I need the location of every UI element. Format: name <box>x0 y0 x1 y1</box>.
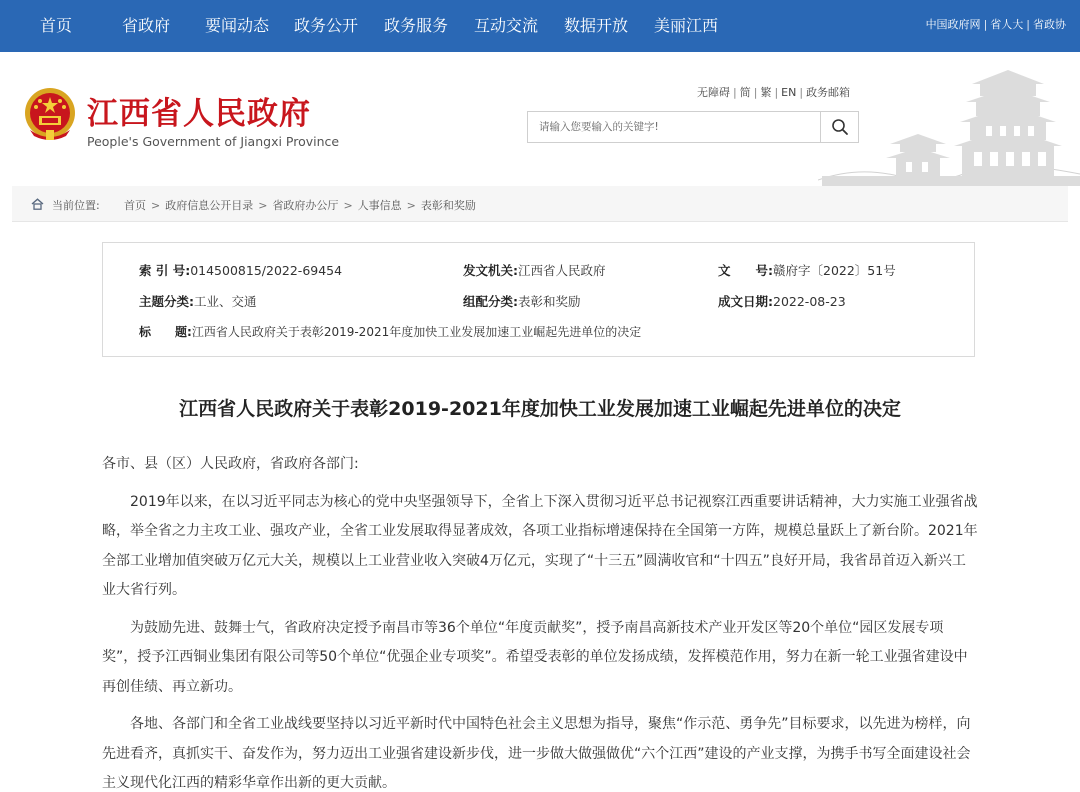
home-icon <box>31 198 44 210</box>
breadcrumb <box>12 186 1068 222</box>
nav-item-provincial-government[interactable]: 省政府 <box>122 16 171 35</box>
title-label: 标 题: <box>139 325 192 339</box>
category-label: 组配分类: <box>463 294 518 309</box>
breadcrumb-path <box>124 197 476 213</box>
date-label: 成文日期: <box>718 294 773 309</box>
top-nav-bar <box>0 0 1080 52</box>
breadcrumb-item-personnel-info[interactable]: 人事信息 <box>357 199 402 212</box>
separator: | <box>774 86 779 99</box>
link-china-gov[interactable]: 中国政府网 <box>925 18 981 31</box>
simplified-chinese-link[interactable]: 简 <box>739 86 751 99</box>
topic-label: 主题分类: <box>139 294 194 309</box>
article-paragraph: 2019年以来，在以习近平同志为核心的党中央坚强领导下，全省上下深入贯彻习近平总书记视察江西重要讲话精神，大力实施工业强省战略，举全省之力主攻工业、强攻产业，全省工业发展取得显著成效，各项工业指标增速保持在全国第一方阵，规模总量跃上了新台阶。2021年全部工业增加值突破万亿元大关，规模以上工业营业收入突破4万亿元，实现了“十三五”圆满收官和“十四五”良好开局，我省昂首迈入新兴工业大省行列。 <box>102 493 978 598</box>
index-number-label: 索 引 号: <box>139 263 191 278</box>
breadcrumb-item-home[interactable]: 首页 <box>124 199 146 212</box>
nav-item-news[interactable]: 要闻动态 <box>205 16 270 35</box>
site-header <box>0 52 1080 186</box>
article-body <box>102 450 978 792</box>
national-emblem-icon[interactable] <box>22 86 78 144</box>
document-number-row <box>718 261 896 279</box>
site-title[interactable]: 江西省人民政府 <box>87 96 311 132</box>
breadcrumb-separator: > <box>343 199 353 212</box>
english-link[interactable]: EN <box>781 86 797 99</box>
search-box <box>527 111 859 143</box>
link-provincial-congress[interactable]: 省人大 <box>990 18 1024 31</box>
issuer-value: 江西省人民政府 <box>518 263 606 278</box>
nav-item-home[interactable]: 首页 <box>40 16 73 35</box>
search-input[interactable] <box>528 112 821 142</box>
separator: | <box>753 86 758 99</box>
top-external-links <box>926 0 1066 52</box>
article-paragraph: 各地、各部门和全省工业战线要坚持以习近平新时代中国特色社会主义思想为指导，聚焦“作示范、勇争先”目标要求，以先进为榜样，向先进看齐，真抓实干、奋发作为，努力迈出工业强省建设新步伐，进一步做大做强做优“六个江西”建设的产业支撑，为携手书写全面建设社会主义现代化江西的精彩华章作出新的更大贡献。 <box>102 716 971 791</box>
index-number-row <box>139 261 342 279</box>
topic-value: 工业、交通 <box>194 294 257 309</box>
separator: | <box>733 86 737 99</box>
tengwang-pavilion-illustration <box>818 62 1080 186</box>
accessibility-link[interactable]: 无障碍 <box>697 86 730 99</box>
breadcrumb-item-general-office[interactable]: 省政府办公厅 <box>272 199 339 212</box>
topic-row <box>139 292 257 310</box>
breadcrumb-item-disclosure-catalog[interactable]: 政府信息公开目录 <box>165 199 254 212</box>
nav-item-open-data[interactable]: 数据开放 <box>564 16 629 35</box>
category-value: 表彰和奖励 <box>518 294 581 309</box>
breadcrumb-separator: > <box>406 199 416 212</box>
date-row <box>718 292 846 310</box>
article-paragraph: 为鼓励先进、鼓舞士气，省政府决定授予南昌市等36个单位“年度贡献奖”，授予南昌高新技术产业开发区等20个单位“园区发展专项奖”，授予江西铜业集团有限公司等50个单位“优强企业专项奖”。希望受表彰的单位发扬成绩，发挥模范作用，努力在新一轮工业强省建设中再创佳绩、再立新功。 <box>102 619 968 695</box>
issuer-label: 发文机关: <box>463 263 518 278</box>
separator: | <box>799 86 804 99</box>
breadcrumb-separator: > <box>258 199 268 212</box>
site-subtitle: People's Government of Jiangxi Province <box>87 134 340 149</box>
document-number-label: 文 号: <box>718 263 773 278</box>
nav-item-beautiful-jiangxi[interactable]: 美丽江西 <box>654 16 719 35</box>
document-metadata-box <box>102 242 975 357</box>
title-value: 江西省人民政府关于表彰2019-2021年度加快工业发展加速工业崛起先进单位的决定 <box>191 325 642 339</box>
document-number-value: 赣府字〔2022〕51号 <box>773 263 896 278</box>
nav-item-gov-disclosure[interactable]: 政务公开 <box>294 16 359 35</box>
traditional-chinese-link[interactable]: 繁 <box>760 86 772 99</box>
title-row <box>139 323 641 340</box>
article-salutation: 各市、县（区）人民政府，省政府各部门: <box>102 456 359 472</box>
issuer-row <box>463 261 606 279</box>
nav-item-interaction[interactable]: 互动交流 <box>474 16 539 35</box>
breadcrumb-separator: > <box>151 199 161 212</box>
separator: | <box>983 18 988 31</box>
category-row <box>463 292 581 310</box>
separator: | <box>1026 18 1030 31</box>
nav-item-gov-services[interactable]: 政务服务 <box>384 16 449 35</box>
breadcrumb-label: 当前位置: <box>52 199 100 212</box>
date-value: 2022-08-23 <box>773 294 846 309</box>
gov-mailbox-link[interactable]: 政务邮箱 <box>806 86 851 99</box>
index-number-value: 014500815/2022-69454 <box>190 263 343 278</box>
breadcrumb-item-commendations[interactable]: 表彰和奖励 <box>420 199 476 212</box>
article-title: 江西省人民政府关于表彰2019-2021年度加快工业发展加速工业崛起先进单位的决定 <box>179 398 901 420</box>
link-provincial-cppcc[interactable]: 省政协 <box>1033 18 1066 31</box>
